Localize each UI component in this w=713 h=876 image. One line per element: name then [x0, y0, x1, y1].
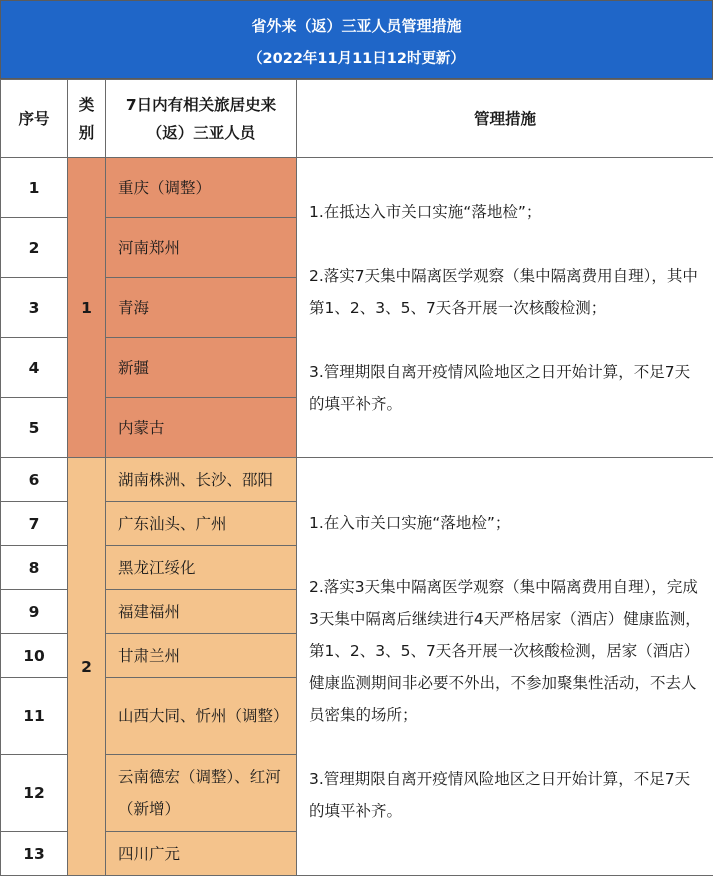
area-cell: 内蒙古 [106, 398, 297, 458]
row-number: 2 [1, 218, 68, 278]
col-header-area [106, 80, 297, 158]
measures-cell [297, 158, 713, 458]
table-row [1, 458, 713, 502]
col-header-category-line1: 类 [78, 95, 95, 114]
row-number: 10 [1, 634, 68, 678]
table-row [1, 158, 713, 218]
area-cell: 湖南株洲、长沙、邵阳 [106, 458, 297, 502]
area-cell: 重庆（调整） [106, 158, 297, 218]
measure-item: 2.落实3天集中隔离医学观察（集中隔离费用自理），完成3天集中隔离后继续进行4天严格居家（酒店）健康监测，第1、2、3、5、7天各开展一次核酸检测，居家（酒店）健康监测期间非必要不外出，不参加聚集性活动，不去人员密集的场所； [309, 577, 701, 724]
row-number: 7 [1, 502, 68, 546]
update-time: （2022年11月11日12时更新） [248, 51, 465, 67]
row-number: 1 [1, 158, 68, 218]
area-cell: 河南郑州 [106, 218, 297, 278]
area-cell: 青海 [106, 278, 297, 338]
col-header-measures: 管理措施 [297, 80, 713, 158]
area-cell: 新疆 [106, 338, 297, 398]
category-cell: 1 [68, 158, 106, 458]
row-number: 6 [1, 458, 68, 502]
measure-item: 1.在入市关口实施“落地检”； [309, 513, 511, 532]
row-number: 8 [1, 546, 68, 590]
row-number: 9 [1, 590, 68, 634]
area-cell: 山西大同、忻州（调整） [106, 678, 297, 755]
measures-cell [297, 458, 713, 876]
col-header-category [68, 80, 106, 158]
measure-item: 1.在抵达入市关口实施“落地检”； [309, 202, 542, 221]
col-header-num: 序号 [1, 80, 68, 158]
row-number: 11 [1, 678, 68, 755]
area-cell: 福建福州 [106, 590, 297, 634]
table-title: 省外来（返）三亚人员管理措施 [251, 17, 462, 35]
measure-item: 3.管理期限自离开疫情风险地区之日开始计算，不足7天的填平补齐。 [309, 362, 691, 413]
row-number: 5 [1, 398, 68, 458]
area-cell: 四川广元 [106, 832, 297, 876]
col-header-area-line1: 7日内有相关旅居史来 [125, 95, 277, 114]
table-title-bar [0, 0, 713, 79]
measure-item: 3.管理期限自离开疫情风险地区之日开始计算，不足7天的填平补齐。 [309, 769, 691, 820]
col-header-area-line2: （返）三亚人员 [146, 123, 256, 142]
row-number: 12 [1, 755, 68, 832]
area-cell: 甘肃兰州 [106, 634, 297, 678]
row-number: 3 [1, 278, 68, 338]
measure-item: 2.落实7天集中隔离医学观察（集中隔离费用自理），其中第1、2、3、5、7天各开展一次核酸检测； [309, 266, 698, 317]
area-cell: 云南德宏（调整）、红河（新增） [106, 755, 297, 832]
area-cell: 广东汕头、广州 [106, 502, 297, 546]
row-number: 4 [1, 338, 68, 398]
measures-table [0, 79, 713, 876]
area-cell: 黑龙江绥化 [106, 546, 297, 590]
row-number: 13 [1, 832, 68, 876]
col-header-category-line2: 别 [78, 123, 95, 142]
header-row [1, 80, 713, 158]
category-cell: 2 [68, 458, 106, 876]
